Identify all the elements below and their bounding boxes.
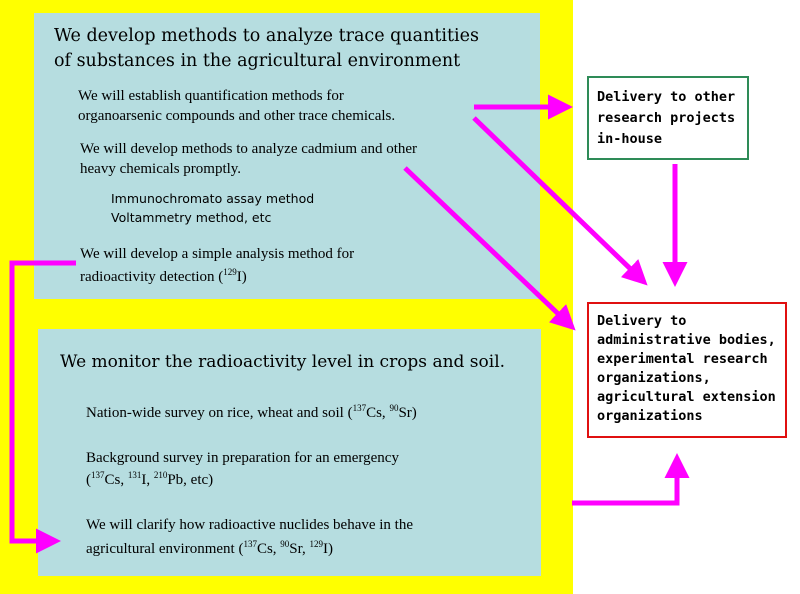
- analysis-heading-line2: of substances in the agricultural environment: [54, 51, 461, 71]
- arrow-cadmium-to-admin: [405, 168, 572, 327]
- quantification-item-line2: organoarsenic compounds and other trace chemicals.: [78, 108, 396, 124]
- delivery-admin-line5: agricultural extension: [597, 389, 776, 405]
- clarify-nuclides-line2: agricultural environment ($^{137}$Cs, $^{90}$Sr, $^{129}$I): [86, 539, 334, 557]
- delivery-admin-line6: organizations: [597, 408, 703, 424]
- delivery-admin-line4: organizations,: [597, 370, 711, 386]
- delivery-admin-line3: experimental research: [597, 351, 768, 367]
- background-survey-line2: ($^{137}$Cs, $^{131}$I, $^{210}$Pb, etc): [86, 470, 214, 488]
- quantification-item-line1: We will establish quantification methods for: [78, 88, 344, 104]
- cadmium-item-line2: heavy chemicals promptly.: [80, 161, 242, 177]
- delivery-inhouse-line1: Delivery to other: [597, 89, 736, 105]
- cadmium-item-line1: We will develop methods to analyze cadmium and other: [80, 141, 418, 157]
- arrow-detection-to-clarify: [12, 263, 76, 541]
- arrow-monitor-to-admin: [572, 458, 677, 503]
- delivery-inhouse-line2: research projects: [597, 110, 736, 126]
- delivery-inhouse-line3: in-house: [597, 131, 663, 147]
- radioactivity-detection-item-line1: We will develop a simple analysis method for: [80, 246, 355, 262]
- monitor-heading: We monitor the radioactivity level in crops and soil.: [60, 352, 506, 372]
- voltammetry-subitem: Voltammetry method, etc: [111, 210, 272, 225]
- background-survey-line1: Background survey in preparation for an emergency: [86, 450, 399, 466]
- analysis-heading-line1: We develop methods to analyze trace quantities: [54, 26, 479, 46]
- delivery-admin-line1: Delivery to: [597, 313, 687, 329]
- immunochromato-subitem: Immunochromato assay method: [111, 191, 315, 206]
- nationwide-survey-item: Nation-wide survey on rice, wheat and soil ($^{137}$Cs, $^{90}$Sr): [86, 403, 417, 421]
- clarify-nuclides-line1: We will clarify how radioactive nuclides behave in the: [86, 517, 414, 533]
- delivery-admin-line2: administrative bodies,: [597, 332, 776, 348]
- radioactivity-detection-item-line2: radioactivity detection ($^{129}$I): [80, 267, 247, 285]
